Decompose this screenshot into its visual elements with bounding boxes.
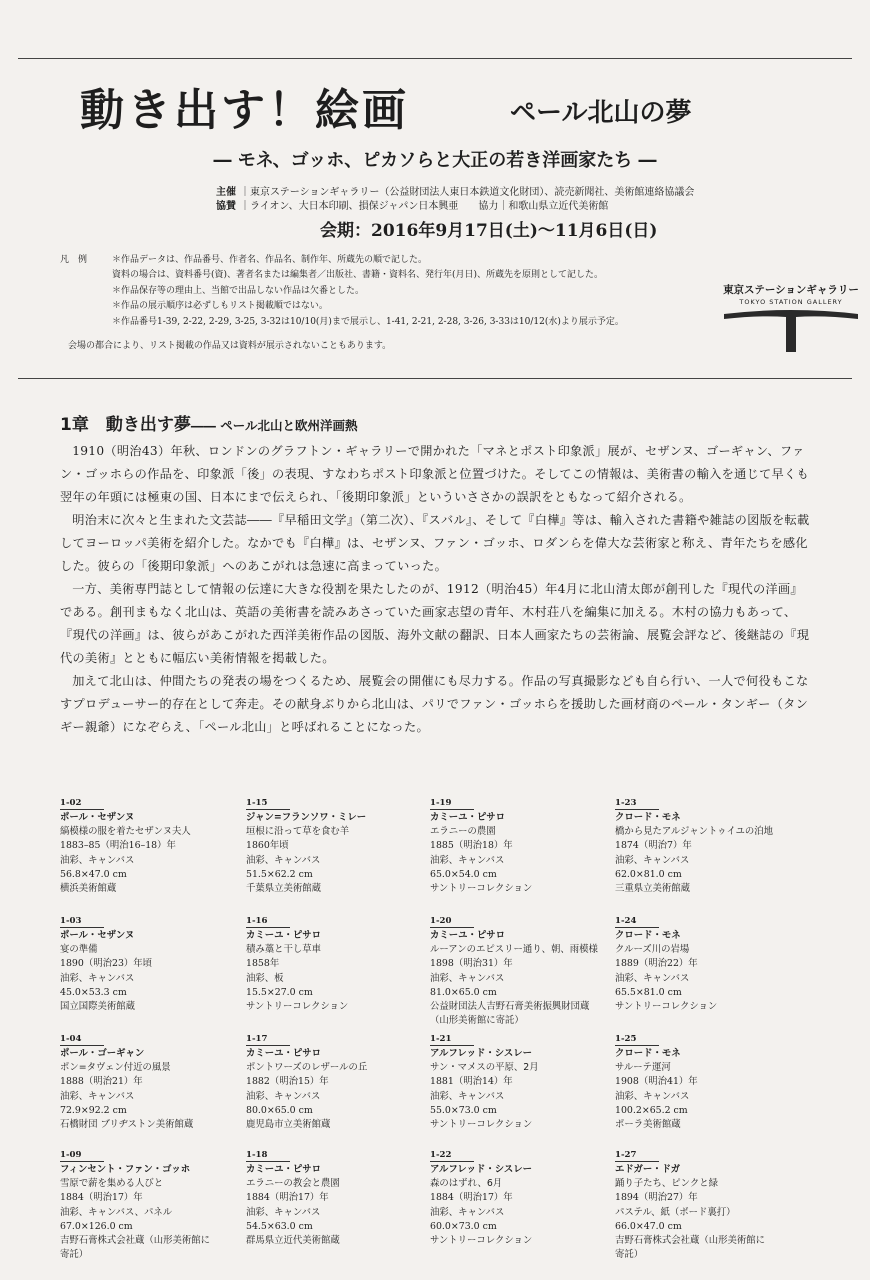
work-number: 1-15 (246, 797, 290, 810)
work-entry (60, 914, 152, 1014)
work-detail: パステル、紙（ボード裏打） (615, 1206, 736, 1218)
work-detail: 54.5×63.0 cm (246, 1220, 313, 1232)
work-artist: クロード・モネ (615, 1048, 681, 1059)
gallery-logo (722, 282, 860, 354)
work-detail: 1883–85（明治16–18）年 (60, 840, 176, 852)
work-detail: 油彩、キャンバス (615, 972, 690, 984)
work-title: エラニーの農園 (430, 826, 496, 838)
work-detail: 1860年頃 (246, 840, 289, 852)
work-number: 1-23 (615, 797, 659, 810)
work-detail: 1888（明治21）年 (60, 1076, 143, 1088)
work-detail: 72.9×92.2 cm (60, 1104, 127, 1116)
work-detail: 公益財団法人吉野石膏美術振興財団蔵 (430, 1001, 590, 1013)
work-entry (60, 1148, 210, 1262)
work-entry (615, 914, 717, 1014)
work-number: 1-27 (615, 1149, 659, 1162)
work-detail: 吉野石膏株式会社蔵（山形美術館に (615, 1235, 766, 1247)
work-title: ポン=タヴェン付近の風景 (60, 1062, 171, 1074)
work-entry (246, 914, 348, 1014)
legend (60, 253, 624, 330)
work-number: 1-03 (60, 915, 104, 928)
work-detail: 1884（明治17）年 (246, 1192, 329, 1204)
work-number: 1-20 (430, 915, 474, 928)
work-detail: 67.0×126.0 cm (60, 1220, 133, 1232)
work-entry (246, 796, 366, 896)
work-detail: 1881（明治14）年 (430, 1076, 513, 1088)
body-paragraph: 加えて北山は、仲間たちの発表の場をつくるため、展覧会の開催にも尽力する。作品の写真撮影なども自ら行い、一人で何役もこなすプロデューサー的存在として奔走。その献身ぶりから北山は、パリでファン・ゴッホらを援助した画材商のペール・タンギー（タンギー親爺）になぞらえ、「ペール北山」と呼ばれることになった。 (60, 674, 809, 734)
work-detail: サントリーコレクション (430, 1235, 533, 1247)
work-title: 縞模様の服を着たセザンヌ夫人 (60, 826, 191, 838)
work-number: 1-25 (615, 1033, 659, 1046)
work-detail: サントリーコレクション (430, 1119, 533, 1131)
work-title: 積み藁と干し草車 (246, 944, 322, 956)
legend-line: ＊作品保存等の理由上、当館で出品しない作品は欠番とした。 (112, 285, 365, 296)
chapter-title: 1章 動き出す夢 (60, 415, 191, 435)
work-detail: 81.0×65.0 cm (430, 986, 497, 998)
work-detail: 1884（明治17）年 (60, 1192, 143, 1204)
work-detail: ポーラ美術館蔵 (615, 1119, 681, 1131)
work-number: 1-17 (246, 1033, 290, 1046)
organizer-label: 主催 (216, 187, 236, 198)
exhibition-period: 会期：2016年9月17日(土)～11月6日(日) (320, 221, 658, 241)
legend-heading: 凡 例 (60, 255, 88, 265)
work-detail: 65.0×54.0 cm (430, 868, 497, 880)
work-entry (246, 1148, 340, 1248)
work-number: 1-04 (60, 1033, 104, 1046)
legend-line: 資料の場合は、資料番号(資)、著者名または編集者／出版社、書籍・資料名、発行年(月日)、所蔵先を原則として記した。 (112, 270, 604, 281)
work-artist: クロード・モネ (615, 812, 681, 823)
work-detail: 油彩、キャンバス (60, 854, 135, 866)
work-title: クルーズ川の岩場 (615, 944, 690, 956)
work-detail: サントリーコレクション (430, 883, 533, 895)
gallery-logo-jp: 東京ステーションギャラリー (723, 284, 859, 296)
work-artist: エドガー・ドガ (615, 1164, 681, 1175)
work-entry (615, 796, 773, 896)
work-detail: 油彩、キャンバス、パネル (60, 1206, 173, 1218)
work-artist: カミーユ・ピサロ (246, 930, 322, 941)
sponsor-line: 協賛 ｜ライオン、大日本印刷、損保ジャパン日本興亜 協力｜和歌山県立近代美術館 (216, 201, 609, 212)
work-entry (430, 1032, 539, 1132)
work-detail: 60.0×73.0 cm (430, 1220, 497, 1232)
work-detail: 油彩、キャンバス (60, 972, 135, 984)
sponsor-label: 協賛 (216, 201, 236, 212)
body-paragraph: 一方、美術専門誌として情報の伝達に大きな役割を果たしたのが、1912（明治45）年4月に北山清太郎が創刊した『現代の洋画』である。創刊まもなく北山は、英語の美術書を読みあさっていた画家志望の青年、木村荘八を編集に加える。木村の協力もあって、『現代の洋画』は、彼らがあこがれた西洋美術作品の図版、海外文献の翻訳、日本人画家たちの芸術論、展覧会評など、後継誌の『現代の美術』とともに幅広い美術情報を掲載した。 (60, 582, 810, 665)
work-title: 踊り子たち、ピンクと緑 (615, 1178, 718, 1190)
top-rule (18, 58, 852, 59)
work-detail: 千葉県立美術館蔵 (246, 883, 322, 895)
work-artist: カミーユ・ピサロ (430, 812, 506, 823)
work-detail: 56.8×47.0 cm (60, 868, 127, 880)
work-detail: 石橋財団 ブリヂストン美術館蔵 (60, 1119, 194, 1131)
organizer-line: 主催 ｜東京ステーションギャラリー（公益財団法人東日本鉄道文化財団）、読売新聞社、美術館連絡協議会 (216, 187, 695, 198)
gallery-logo-mark (722, 308, 860, 354)
work-detail: 吉野石膏株式会社蔵（山形美術館に (60, 1235, 211, 1247)
work-title: 宴の準備 (60, 944, 98, 956)
work-detail: 油彩、キャンバス (615, 854, 690, 866)
work-detail: 1858年 (246, 958, 280, 970)
work-detail: 1890（明治23）年頃 (60, 958, 153, 970)
work-entry (246, 1032, 367, 1132)
work-number: 1-19 (430, 797, 474, 810)
legend-line: ＊作品の展示順序は必ずしもリスト掲載順ではない。 (112, 301, 328, 312)
work-artist: クロード・モネ (615, 930, 681, 941)
work-title: 森のはずれ、6月 (430, 1178, 503, 1190)
work-artist: ポール・ゴーギャン (60, 1048, 145, 1059)
legend-note: 会場の都合により、リスト掲載の作品又は資料が展示されないこともあります。 (68, 341, 392, 351)
work-entry (430, 1148, 532, 1248)
work-detail: 油彩、キャンバス (430, 972, 505, 984)
work-detail: 1898（明治31）年 (430, 958, 513, 970)
work-detail: 国立国際美術館蔵 (60, 1001, 136, 1013)
work-detail: 油彩、キャンバス (430, 854, 505, 866)
work-entry (615, 1148, 765, 1262)
work-title: ポントワーズのレザールの丘 (246, 1062, 368, 1074)
work-number: 1-16 (246, 915, 290, 928)
work-detail: 55.0×73.0 cm (430, 1104, 497, 1116)
work-entry (615, 1032, 698, 1132)
work-title: 雪原で薪を集める人びと (60, 1178, 164, 1190)
work-detail: 45.0×53.3 cm (60, 986, 127, 998)
exhibition-subtitle: ― モネ、ゴッホ、ピカソらと大正の若き洋画家たち ― (213, 150, 657, 171)
work-detail: 100.2×65.2 cm (615, 1104, 688, 1116)
work-number: 1-18 (246, 1149, 290, 1162)
work-detail: 15.5×27.0 cm (246, 986, 313, 998)
work-artist: ジャン=フランソワ・ミレー (246, 812, 367, 823)
work-detail: 62.0×81.0 cm (615, 868, 682, 880)
work-detail: （山形美術館に寄託） (430, 1015, 524, 1027)
work-title: エラニーの教会と農園 (246, 1178, 340, 1190)
work-title: ルーアンのエピスリー通り、朝、雨模様 (430, 944, 598, 956)
work-detail: 1894（明治27）年 (615, 1192, 698, 1204)
work-detail: 油彩、キャンバス (246, 854, 321, 866)
work-detail: 油彩、キャンバス (60, 1090, 135, 1102)
chapter-heading (60, 410, 357, 435)
work-detail: 65.5×81.0 cm (615, 986, 682, 998)
work-detail: 油彩、キャンバス (246, 1206, 321, 1218)
work-title: サン・マメスの平原、2月 (430, 1062, 539, 1074)
work-detail: 80.0×65.0 cm (246, 1104, 313, 1116)
work-detail: 66.0×47.0 cm (615, 1220, 682, 1232)
work-detail: 1889（明治22）年 (615, 958, 698, 970)
work-detail: 油彩、キャンバス (246, 1090, 321, 1102)
chapter-subtitle: ―― ペール北山と欧州洋画熱 (190, 418, 358, 433)
work-entry (60, 796, 191, 896)
work-number: 1-02 (60, 797, 104, 810)
work-artist: アルフレッド・シスレー (430, 1164, 532, 1175)
body-paragraph: 明治末に次々と生まれた文芸誌――『早稲田文学』（第二次）、『スバル』、そして『白樺』等は、輸入された書籍や雑誌の図版を転載してヨーロッパ美術を紹介した。なかでも『白樺』は、セザンヌ、ファン・ゴッホ、ロダンらを偉大な芸術家と称え、青年たちを感化した。彼らの「後期印象派」へのあこがれは急速に高まっていった。 (60, 513, 810, 573)
organizer-text: 東京ステーションギャラリー（公益財団法人東日本鉄道文化財団）、読売新聞社、美術館連絡協議会 (250, 187, 695, 198)
work-detail: 51.5×62.2 cm (246, 868, 313, 880)
work-number: 1-09 (60, 1149, 104, 1162)
work-entry (60, 1032, 193, 1132)
work-artist: カミーユ・ピサロ (246, 1164, 322, 1175)
work-detail: 横浜美術館蔵 (60, 883, 117, 895)
gallery-logo-en: TOKYO STATION GALLERY (739, 298, 843, 306)
work-artist: フィンセント・ファン・ゴッホ (60, 1164, 191, 1175)
body-paragraph: 1910（明治43）年秋、ロンドンのグラフトン・ギャラリーで開かれた「マネとポスト印象派」展が、セザンヌ、ゴーギャン、ファン・ゴッホらの作品を、印象派「後」の表現、すなわちポスト印象派と位置づけた。そしてこの情報は、美術書の輸入を通じて早くも翌年の年頭には極東の国、日本にまで伝えられ、「後期印象派」といういささかの誤訳をともなって紹介される。 (60, 444, 810, 504)
work-entry (430, 796, 532, 896)
work-detail: 1874（明治7）年 (615, 840, 692, 852)
work-artist: ポール・セザンヌ (60, 930, 135, 941)
work-detail: サントリーコレクション (246, 1001, 349, 1013)
work-detail: 三重県立美術館蔵 (615, 883, 691, 895)
work-detail: 1908（明治41）年 (615, 1076, 698, 1088)
legend-line: ＊作品データは、作品番号、作者名、作品名、制作年、所蔵先の順で記した。 (112, 255, 428, 265)
work-detail: 鹿児島市立美術館蔵 (246, 1119, 331, 1131)
work-detail: 1884（明治17）年 (430, 1192, 513, 1204)
work-artist: カミーユ・ピサロ (430, 930, 506, 941)
sponsor-text: ライオン、大日本印刷、損保ジャパン日本興亜 協力｜和歌山県立近代美術館 (250, 201, 609, 212)
work-title: 垣根に沿って草を食む羊 (246, 826, 350, 838)
exhibition-title-sub: ペール北山の夢 (510, 98, 692, 128)
work-detail: 1885（明治18）年 (430, 840, 513, 852)
work-detail: 寄託） (60, 1249, 89, 1261)
work-number: 1-21 (430, 1033, 474, 1046)
work-number: 1-24 (615, 915, 659, 928)
work-number: 1-22 (430, 1149, 474, 1162)
work-detail: 寄託） (615, 1249, 644, 1261)
work-title: 橋から見たアルジャントゥイユの泊地 (615, 826, 773, 838)
work-artist: アルフレッド・シスレー (430, 1048, 532, 1059)
work-artist: ポール・セザンヌ (60, 812, 135, 823)
work-detail: 油彩、板 (246, 972, 284, 984)
work-detail: 1882（明治15）年 (246, 1076, 329, 1088)
chapter-body (60, 440, 812, 739)
work-artist: カミーユ・ピサロ (246, 1048, 322, 1059)
work-detail: 群馬県立近代美術館蔵 (246, 1235, 340, 1247)
section-rule (18, 378, 852, 379)
work-entry (430, 914, 598, 1028)
work-detail: サントリーコレクション (615, 1001, 718, 1013)
work-title: サルーテ運河 (615, 1062, 671, 1074)
work-detail: 油彩、キャンバス (615, 1090, 690, 1102)
exhibition-title: 動き出す！絵画 (80, 85, 409, 136)
legend-line: ＊作品番号1-39, 2-22, 2-29, 3-25, 3-32は10/10(月)まで展示し、1-41, 2-21, 2-28, 3-26, 3-33は10/12(水)より展示予定。 (112, 316, 624, 327)
work-detail: 油彩、キャンバス (430, 1206, 505, 1218)
work-detail: 油彩、キャンバス (430, 1090, 505, 1102)
